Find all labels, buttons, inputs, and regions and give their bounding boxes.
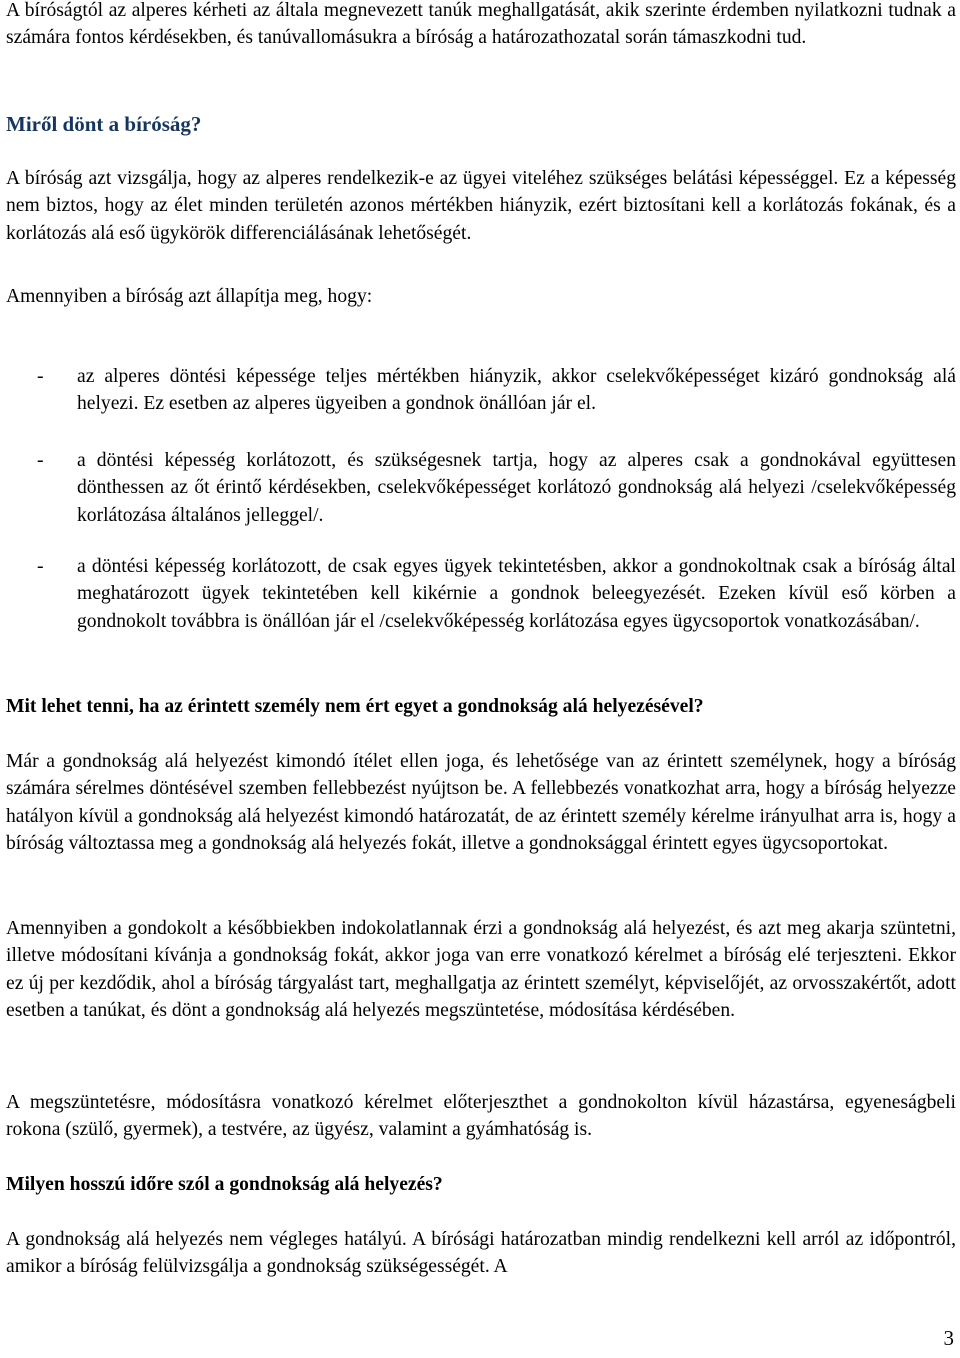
decision-paragraph: A bíróság azt vizsgálja, hogy az alperes rendelkezik-e az ügyei viteléhez szükséges belátási képességgel. Ez a képesség nem biztos, hogy az élet minden területén azonos mértékben hiányzik, ezért biztosítani kell a korlátozás fokának, és a korlátozás alá eső ügykörök differenciálásának lehetőségét. [6, 168, 956, 244]
list-dash: - [37, 366, 44, 387]
list-item-text: az alperes döntési képessége teljes mértékben hiányzik, akkor cselekvőképességet kizáró gondnokság alá helyezi. Ez esetben az alperes ügyeiben a gondnok önállóan jár el. [77, 366, 956, 415]
list-item-full-incapacity [6, 363, 956, 418]
list-dash: - [37, 556, 44, 577]
appeal-paragraph: Már a gondnokság alá helyezést kimondó ítélet ellen joga, és lehetősége van az érintett személynek, hogy a bíróság számára sérelmes döntésével szemben fellebbezést nyújtson be. A fellebbezés vonatkozhat arra, hogy a bíróság helyezze hatályon kívül a gondnokság alá helyezést kimondó határozatát, de az érintett személy kérelme irányulhat arra is, hogy a bíróság változtassa meg a gondnokság alá helyezés fokát, illetve a gondnoksággal érintett egyes ügycsoportokat. [6, 751, 956, 854]
list-dash: - [37, 450, 44, 471]
list-item-text: a döntési képesség korlátozott, és szükségesnek tartja, hogy az alperes csak a gondnokával együttesen dönthessen az őt érintő kérdésekben, cselekvőképességet korlátozó gondnokság alá helyezi /cselekvőképesség korlátozása általános jelleggel/. [77, 450, 956, 526]
list-item-partial-limitation [6, 553, 956, 635]
list-item-text: a döntési képesség korlátozott, de csak egyes ügyek tekintetésben, akkor a gondnokoltnak csak a bíróság által meghatározott ügyek tekintetében kell kikérnie a gondnok beleegyezését. Ezeken kívül eső körben a gondnokolt továbbra is önállóan jár el /cselekvőképesség korlátozása egyes ügycsoportok vonatkozásában/. [77, 556, 956, 632]
determination-intro: Amennyiben a bíróság azt állapítja meg, hogy: [6, 286, 373, 307]
page-number: 3 [943, 1326, 954, 1350]
review-paragraph: Amennyiben a gondokolt a későbbiekben indokolatlannak érzi a gondnokság alá helyezést, és azt meg akarja szüntetni, illetve módosítani kívánja a gondnokság fokát, akkor joga van erre vonatkozó kérelmet a bíróság elé terjeszteni. Ekkor ez új per kezdődik, ahol a bíróság tárgyalást tart, meghallgatja az érintett személyt, képviselőjét, az orvosszakértőt, adott esetben a tanúkat, és dönt a gondnokság alá helyezés megszüntetése, módosítása kérdésében. [6, 918, 956, 1021]
section-heading-duration: Milyen hosszú időre szól a gondnokság alá helyezés? [6, 1174, 443, 1195]
section-heading-appeal: Mit lehet tenni, ha az érintett személy nem ért egyet a gondnokság alá helyezésével? [6, 696, 704, 717]
intro-paragraph: A bíróságtól az alperes kérheti az általa megnevezett tanúk meghallgatását, akik szerinte érdemben nyilatkozni tudnak a számára fontos kérdésekben, és tanúvallomásukra a bíróság a határozathozatal során támaszkodni tud. [6, 0, 956, 49]
section-heading-decision: Miről dönt a bíróság? [6, 112, 202, 136]
duration-paragraph: A gondnokság alá helyezés nem végleges hatályú. A bírósági határozatban mindig rendelkezni kell arról az időpontról, amikor a bíróság felülvizsgálja a gondnokság szükségességét. A [6, 1229, 956, 1278]
petitioners-paragraph: A megszüntetésre, módosításra vonatkozó kérelmet előterjeszthet a gondnokolton kívül házastársa, egyeneságbeli rokona (szülő, gyermek), a testvére, az ügyész, valamint a gyámhatóság is. [6, 1092, 956, 1141]
list-item-general-limitation [6, 447, 956, 529]
